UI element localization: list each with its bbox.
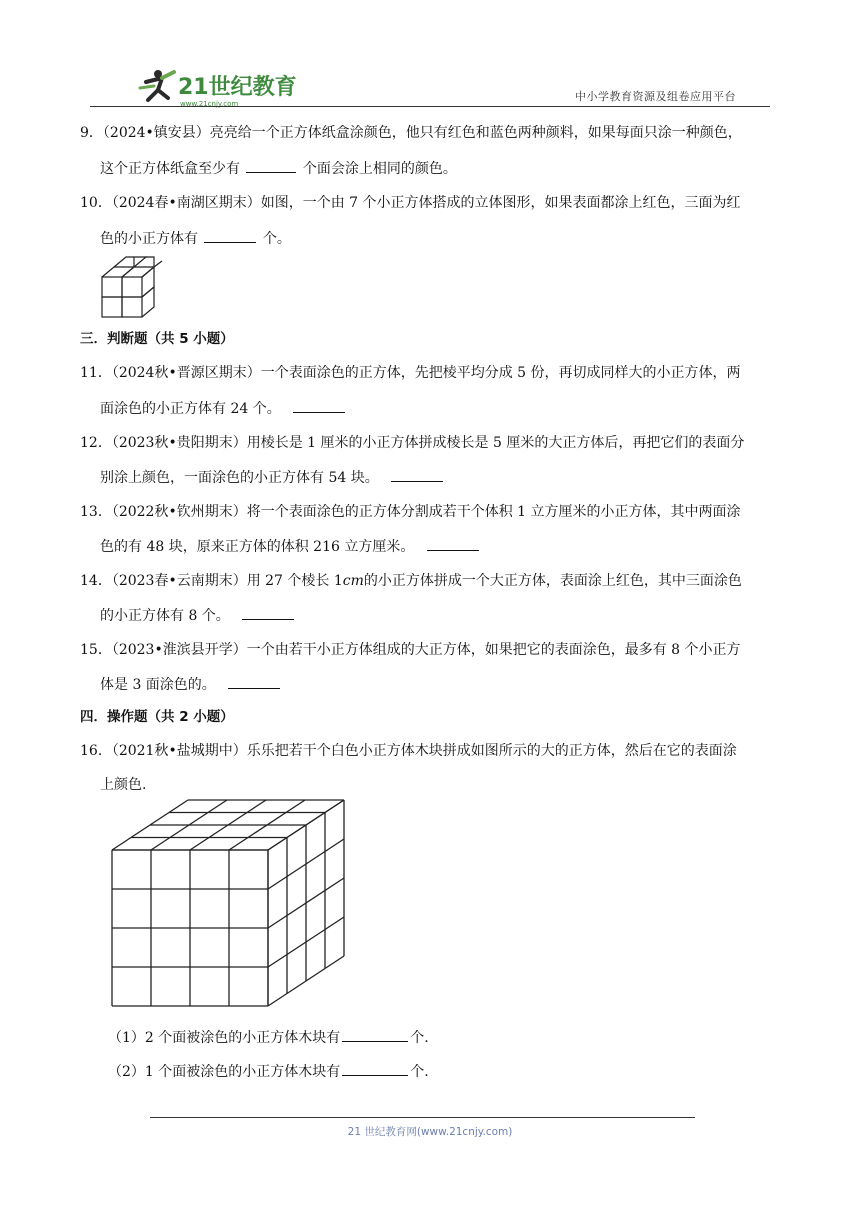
- q16-sub2-answer-blank[interactable]: [342, 1061, 408, 1076]
- q16-sub2-text-b: 个.: [410, 1064, 429, 1080]
- footer-divider: [150, 1117, 695, 1118]
- q16-sub1: [108, 1027, 429, 1048]
- q14-line1: [80, 571, 742, 591]
- q15-answer-blank[interactable]: [228, 674, 280, 689]
- q16-sub2-text-a: （2）1 个面被涂色的小正方体木块有: [108, 1064, 341, 1080]
- q10-cube-figure: [100, 255, 166, 319]
- q9-line2: [100, 158, 457, 179]
- q10-line1: 10．（2024春•南湖区期末）如图，一个由 7 个小正方体搭成的立体图形，如果表面都涂上红色，三面为红: [80, 195, 741, 211]
- q16-sub1-text-a: （1）2 个面被涂色的小正方体木块有: [108, 1030, 341, 1046]
- q11-line1: 11．（2024秋•晋源区期末）一个表面涂色的正方体，先把棱平均分成 5 份，再切成同样大的小正方体，两: [80, 365, 741, 381]
- section-operation-title: 四．操作题（共 2 小题）: [80, 709, 234, 725]
- q16-sub2: [108, 1061, 429, 1082]
- q14-text-a: 14．（2023春•云南期末）用 27 个棱长 1: [80, 573, 343, 589]
- q12-line1: 12．（2023秋•贵阳期末）用棱长是 1 厘米的小正方体拼成棱长是 5 厘米的大正方体后，再把它们的表面分: [80, 435, 745, 451]
- q11-answer-blank[interactable]: [293, 398, 345, 413]
- page-header: [90, 60, 770, 112]
- platform-name: 中小学教育资源及组卷应用平台: [575, 90, 736, 103]
- q11-line2: [100, 398, 347, 419]
- q12-answer-blank[interactable]: [391, 467, 443, 482]
- q10-line2: [100, 228, 291, 249]
- q15-text: 体是 3 面涂色的。: [100, 677, 216, 693]
- q12-line2: [100, 467, 445, 488]
- q9-text-b: 个面会涂上相同的颜色。: [302, 161, 457, 177]
- q16-sub1-answer-blank[interactable]: [342, 1027, 408, 1042]
- q11-text: 面涂色的小正方体有 24 个。: [100, 401, 281, 417]
- q10-text-a: 色的小正方体有: [100, 231, 198, 247]
- q16-line2: 上颜色.: [100, 777, 147, 793]
- q9-text-a: 这个正方体纸盒至少有: [100, 161, 240, 177]
- header-divider: [90, 106, 770, 107]
- q13-answer-blank[interactable]: [427, 536, 479, 551]
- q15-line2: [100, 674, 282, 695]
- q16-sub1-text-b: 个.: [410, 1030, 429, 1046]
- svg-text:21世纪教育: 21世纪教育: [178, 75, 297, 100]
- q13-line2: [100, 536, 481, 557]
- q10-text-b: 个。: [262, 231, 291, 247]
- q14-answer-blank[interactable]: [242, 605, 294, 620]
- section-judgement-title: 三．判断题（共 5 小题）: [80, 331, 234, 347]
- q14-text-b: 的小正方体拼成一个大正方体，表面涂上红色，其中三面涂色: [363, 573, 742, 589]
- footer-text: 21 世纪教育网(www.21cnjy.com): [347, 1126, 513, 1138]
- q14-line2: [100, 605, 296, 626]
- svg-text:www.21cnjy.com: www.21cnjy.com: [180, 100, 239, 108]
- q12-text: 别涂上颜色，一面涂色的小正方体有 54 块。: [100, 470, 379, 486]
- q14-text: 的小正方体有 8 个。: [100, 608, 230, 624]
- q10-answer-blank[interactable]: [204, 228, 256, 243]
- q13-line1: 13．（2022秋•钦州期末）将一个表面涂色的正方体分割成若干个体积 1 立方厘米的小正方体，其中两面涂: [80, 504, 741, 520]
- q9-answer-blank[interactable]: [246, 158, 296, 173]
- q13-text: 色的有 48 块，原来正方体的体积 216 立方厘米。: [100, 539, 415, 555]
- q16-line1: 16．（2021秋•盐城期中）乐乐把若干个白色小正方体木块拼成如图所示的大的正方体，然后在它的表面涂: [80, 743, 737, 759]
- q9-line1: 9．（2024•镇安县）亮亮给一个正方体纸盒涂颜色，他只有红色和蓝色两种颜料，如果每面只涂一种颜色，: [80, 125, 742, 141]
- q16-cube-figure: [108, 798, 352, 1010]
- logo-icon: [118, 66, 368, 110]
- q15-line1: 15．（2023•淮滨县开学）一个由若干小正方体组成的大正方体，如果把它的表面涂色，最多有 8 个小正方: [80, 642, 741, 658]
- q14-unit: cm: [342, 573, 364, 589]
